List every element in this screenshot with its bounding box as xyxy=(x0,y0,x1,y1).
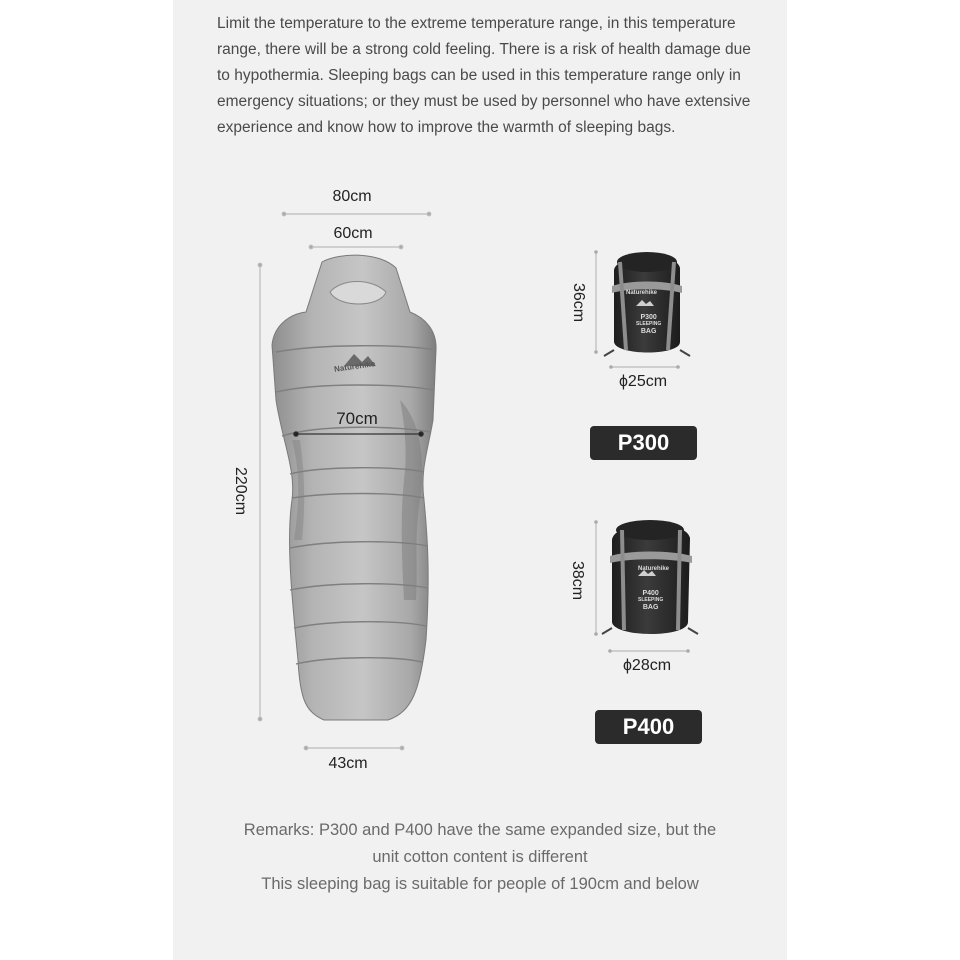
p300-sack-label-line3: BAG xyxy=(640,328,657,335)
remarks-line-1: Remarks: P300 and P400 have the same expanded size, but the xyxy=(243,821,717,839)
p300-diameter-label: ϕ25cm xyxy=(618,373,668,390)
p400-sack-brand: Naturehike xyxy=(638,566,670,572)
remarks-block xyxy=(173,817,787,898)
remarks-line-3: This sleeping bag is suitable for people of 190cm and below xyxy=(261,875,699,893)
p400-height-label: 38cm xyxy=(569,561,586,601)
p300-sack-label xyxy=(636,314,661,335)
p400-model-tag: P400 xyxy=(595,710,702,744)
dim-line-top-width xyxy=(282,212,431,216)
dim-length-label: 220cm xyxy=(232,467,249,516)
dim-line-hood-width xyxy=(309,245,403,249)
p400-sack-label-line3: BAG xyxy=(642,604,659,611)
p400-sack-label-line1: P400 xyxy=(642,590,659,597)
dim-foot-width-label: 43cm xyxy=(328,755,368,772)
p400-stuff-sack-image xyxy=(594,520,698,653)
bag-brand-print: Naturehike xyxy=(333,359,376,374)
remarks-line-2: unit cotton content is different xyxy=(372,848,588,866)
p300-sack-label-line2: SLEEPING xyxy=(636,321,662,327)
p400-diameter-label: ϕ28cm xyxy=(622,657,672,674)
p300-sack-label-line1: P300 xyxy=(640,314,657,321)
dim-hood-width-label: 60cm xyxy=(333,225,373,242)
p300-sack-brand: Naturehike xyxy=(626,290,658,296)
dim-line-length xyxy=(258,263,262,721)
sleeping-bag-image xyxy=(272,255,436,720)
p400-sack-label-line2: SLEEPING xyxy=(638,597,664,603)
p300-stuff-sack-image xyxy=(594,250,690,369)
p400-sack-label xyxy=(638,590,663,611)
dim-mid-width-label: 70cm xyxy=(336,409,378,428)
p300-model-tag: P300 xyxy=(590,426,697,460)
p300-height-label: 36cm xyxy=(570,283,587,323)
dim-top-width-label: 80cm xyxy=(332,188,372,205)
dim-line-foot-width xyxy=(304,746,404,750)
intro-paragraph: Limit the temperature to the extreme temperature range, in this temperature range, there will be a strong cold feeling. There is a risk of health damage due to hypothermia. Sleeping bags can be used in this temperature range only in emergency situations; or they must be used by personnel who have extensive experience and know how to improve the warmth of sleeping bags. xyxy=(217,15,751,136)
